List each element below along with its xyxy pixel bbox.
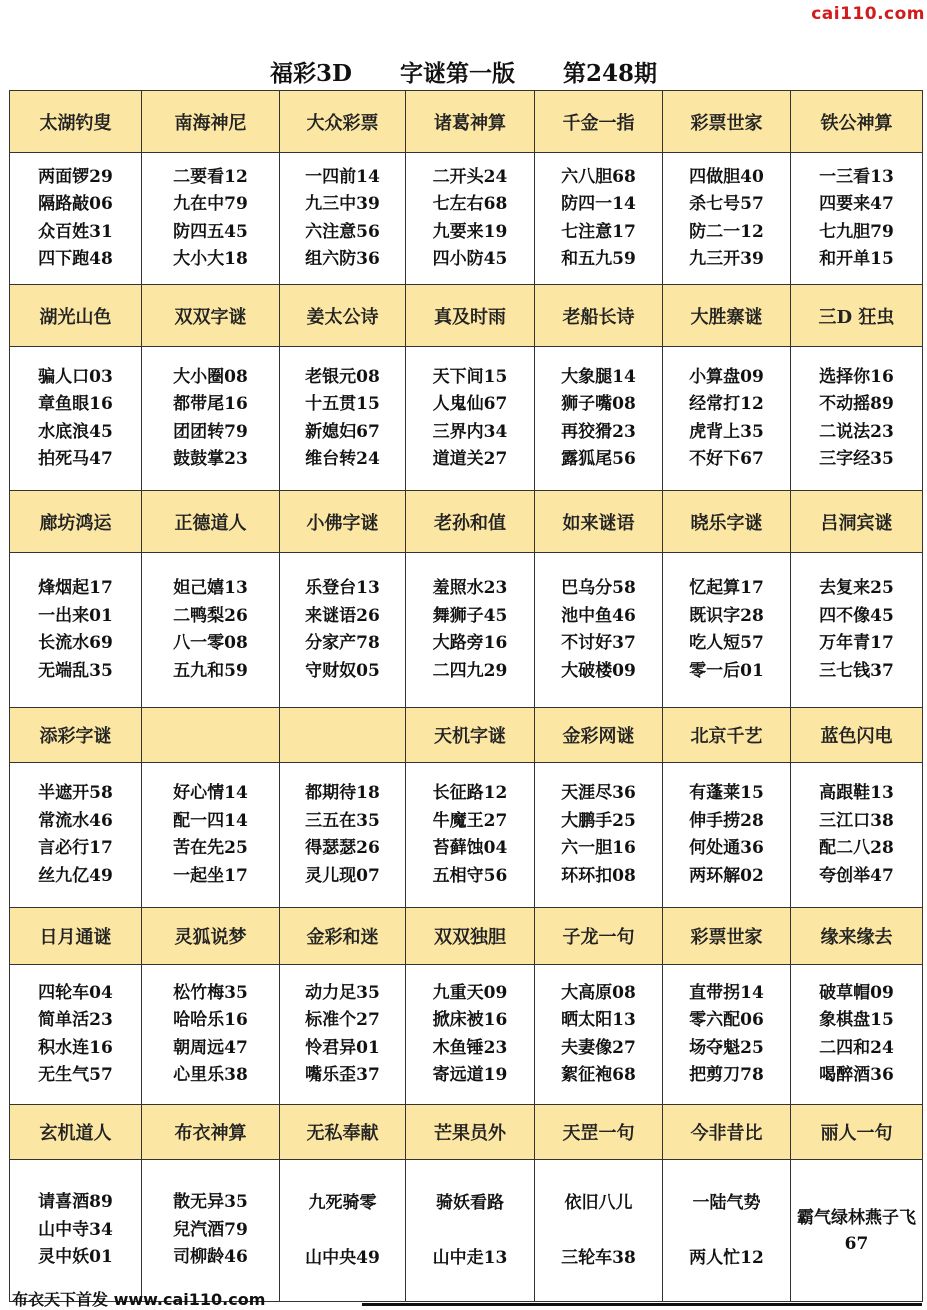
riddle-line: 九在中79 — [173, 194, 248, 214]
riddle-line: 十五贯15 — [305, 394, 380, 414]
column-title: 千金一指 — [535, 91, 663, 153]
column-title: 金彩网谜 — [535, 708, 663, 763]
column-title: 晓乐字谜 — [663, 491, 791, 553]
riddle-cell — [10, 153, 142, 285]
riddle-line: 二说法23 — [819, 421, 894, 442]
riddle-line: 山中央49 — [305, 1247, 380, 1268]
riddle-cell — [406, 153, 535, 285]
riddle-line: 九死骑零 — [308, 1192, 377, 1213]
column-title: 铁公神算 — [791, 91, 923, 153]
riddle-cell — [10, 347, 142, 491]
riddle-line: 三轮车38 — [561, 1247, 636, 1268]
riddle-line: 得瑟瑟26 — [305, 838, 380, 858]
riddle-row — [10, 347, 923, 491]
column-title: 金彩和迷 — [280, 908, 406, 965]
riddle-line — [663, 1217, 790, 1245]
riddle-line: 三字经35 — [819, 449, 894, 469]
riddle-cell — [663, 763, 791, 908]
riddle-line: 四下跑48 — [38, 249, 113, 269]
riddle-line: 三江口38 — [819, 810, 894, 831]
riddle-row — [10, 1160, 923, 1302]
riddle-line: 不讨好37 — [561, 633, 636, 653]
riddle-line — [406, 1217, 534, 1245]
riddle-cell — [791, 153, 923, 285]
riddle-line: 积水连16 — [38, 1037, 113, 1058]
riddle-line: 防四一14 — [561, 194, 636, 214]
column-title: 彩票世家 — [663, 91, 791, 153]
column-title: 大胜寨谜 — [663, 285, 791, 347]
riddle-line: 破草帽09 — [819, 982, 894, 1003]
riddle-line: 灵儿现07 — [305, 865, 380, 886]
header-row — [10, 491, 923, 553]
riddle-line: 直带拐14 — [689, 982, 764, 1003]
riddle-line: 司柳龄46 — [173, 1247, 248, 1268]
riddle-line: 再狡猾23 — [561, 421, 636, 442]
riddle-line: 何处通36 — [689, 838, 764, 858]
column-title: 大众彩票 — [280, 91, 406, 153]
riddle-line: 大象腿14 — [561, 366, 636, 387]
riddle-line: 二开头24 — [432, 166, 508, 187]
riddle-line: 防四五45 — [173, 221, 248, 242]
riddle-line: 舞狮子45 — [432, 605, 508, 626]
riddle-cell — [10, 763, 142, 908]
riddle-line: 朝周远47 — [173, 1037, 248, 1058]
riddle-line: 把剪刀78 — [689, 1065, 764, 1085]
riddle-line: 大高原08 — [561, 982, 636, 1003]
riddle-line: 七左右68 — [432, 194, 508, 214]
riddle-cell — [791, 763, 923, 908]
riddle-line: 乐登台13 — [305, 578, 380, 598]
riddle-line: 虎背上35 — [689, 421, 764, 442]
riddle-cell — [280, 965, 406, 1105]
riddle-line: 象棋盘15 — [819, 1010, 894, 1030]
riddle-line: 二四和24 — [819, 1037, 894, 1058]
riddle-cell — [535, 965, 663, 1105]
riddle-cell — [142, 1160, 280, 1302]
header-row — [10, 1105, 923, 1160]
riddle-line: 山中寺34 — [38, 1219, 113, 1240]
riddle-line: 两面锣29 — [38, 166, 113, 187]
riddle-cell — [535, 347, 663, 491]
riddle-line: 二四九29 — [432, 660, 508, 681]
riddle-line: 高跟鞋13 — [819, 783, 894, 803]
riddle-line: 请喜酒89 — [38, 1192, 113, 1213]
riddle-line: 小算盘09 — [689, 366, 764, 387]
riddle-line: 八一零08 — [173, 633, 248, 653]
riddle-cell — [406, 347, 535, 491]
column-title: 南海神尼 — [142, 91, 280, 153]
riddle-cell — [280, 553, 406, 708]
riddle-line: 五九和59 — [173, 660, 248, 681]
riddle-line: 喝醉酒36 — [819, 1065, 894, 1085]
riddle-line: 骗人口03 — [38, 366, 113, 387]
riddle-line: 四不像45 — [819, 605, 894, 626]
riddle-line: 两环解02 — [689, 865, 764, 886]
riddle-line: 五相守56 — [432, 865, 508, 886]
column-title: 布衣神算 — [142, 1105, 280, 1160]
riddle-line — [280, 1217, 405, 1245]
riddle-line: 来谜语26 — [305, 605, 380, 626]
riddle-line: 四做胆40 — [689, 166, 764, 187]
riddle-line: 人鬼仙67 — [432, 394, 508, 414]
riddle-line: 大破楼09 — [561, 660, 636, 681]
riddle-line: 掀床被16 — [432, 1010, 508, 1030]
column-title: 老孙和值 — [406, 491, 535, 553]
riddle-line: 一起坐17 — [173, 865, 248, 886]
column-title: 玄机道人 — [10, 1105, 142, 1160]
riddle-line: 三五在35 — [305, 810, 380, 831]
riddle-line: 六一胆16 — [561, 838, 636, 858]
riddle-line: 怜君异01 — [305, 1037, 380, 1058]
column-title: 日月通谜 — [10, 908, 142, 965]
riddle-line: 狮子嘴08 — [561, 394, 636, 414]
riddle-cell — [535, 1160, 663, 1302]
riddle-line: 九重天09 — [432, 982, 508, 1003]
riddle-cell — [10, 1160, 142, 1302]
column-title: 丽人一句 — [791, 1105, 923, 1160]
riddle-line: 伸手捞28 — [689, 810, 764, 831]
column-title: 芒果员外 — [406, 1105, 535, 1160]
column-title: 天机字谜 — [406, 708, 535, 763]
column-title: 灵狐说梦 — [142, 908, 280, 965]
riddle-line: 苦在先25 — [173, 838, 248, 858]
riddle-line: 万年青17 — [819, 633, 894, 653]
riddle-line: 两人忙12 — [689, 1247, 764, 1268]
riddle-row — [10, 965, 923, 1105]
riddle-line: 不好下67 — [689, 449, 764, 469]
riddle-line: 拍死马47 — [38, 449, 113, 469]
riddle-line: 都带尾16 — [173, 394, 248, 414]
riddle-line: 大路旁16 — [432, 633, 508, 653]
column-title: 天罡一句 — [535, 1105, 663, 1160]
riddle-line: 组六防36 — [305, 249, 380, 269]
riddle-line: 嘴乐歪37 — [305, 1065, 380, 1085]
riddle-table — [9, 90, 923, 1302]
riddle-line: 一四前14 — [305, 166, 380, 187]
riddle-line: 天下间15 — [432, 366, 508, 387]
riddle-cell — [791, 347, 923, 491]
riddle-line: 四小防45 — [432, 249, 508, 269]
riddle-cell — [406, 965, 535, 1105]
riddle-line: 经常打12 — [689, 394, 764, 414]
riddle-line: 零六配06 — [689, 1010, 764, 1030]
riddle-row — [10, 553, 923, 708]
riddle-cell — [142, 763, 280, 908]
riddle-line: 苔藓蚀04 — [432, 838, 508, 858]
riddle-line: 哈哈乐16 — [173, 1010, 248, 1030]
column-title: 小佛字谜 — [280, 491, 406, 553]
riddle-cell — [663, 965, 791, 1105]
riddle-line: 池中鱼46 — [561, 605, 636, 626]
column-title: 双双独胆 — [406, 908, 535, 965]
column-title: 诸葛神算 — [406, 91, 535, 153]
riddle-line: 配二八28 — [819, 838, 894, 858]
column-title: 双双字谜 — [142, 285, 280, 347]
riddle-line: 常流水46 — [38, 810, 113, 831]
riddle-line: 四轮车04 — [38, 982, 113, 1003]
column-title: 三D 狂虫 — [791, 285, 923, 347]
riddle-line: 大小圈08 — [173, 366, 248, 387]
riddle-line: 新媳妇67 — [305, 421, 380, 442]
riddle-cell — [280, 1160, 406, 1302]
riddle-cell — [280, 763, 406, 908]
column-title: 太湖钓叟 — [10, 91, 142, 153]
riddle-cell — [791, 1160, 923, 1302]
riddle-line: 忆起算17 — [689, 578, 764, 598]
riddle-line: 守财奴05 — [305, 660, 380, 681]
riddle-cell — [280, 153, 406, 285]
riddle-line: 灵中妖01 — [38, 1247, 113, 1268]
riddle-line: 九三中39 — [305, 194, 380, 214]
riddle-line: 烽烟起17 — [38, 578, 113, 598]
riddle-cell — [535, 553, 663, 708]
riddle-line: 松竹梅35 — [173, 982, 248, 1003]
riddle-line: 吃人短57 — [689, 633, 764, 653]
riddle-line: 七九胆79 — [819, 221, 894, 242]
riddle-cell — [791, 553, 923, 708]
column-title — [280, 708, 406, 763]
header-row — [10, 908, 923, 965]
riddle-line: 妲己嬉13 — [173, 578, 248, 598]
riddle-line: 动力足35 — [305, 982, 380, 1003]
riddle-line: 山中走13 — [432, 1247, 508, 1268]
column-title: 北京千艺 — [663, 708, 791, 763]
riddle-line: 夸创举47 — [819, 865, 894, 886]
riddle-line: 木鱼锤23 — [432, 1037, 508, 1058]
riddle-row — [10, 153, 923, 285]
riddle-line: 鼓鼓掌23 — [173, 449, 248, 469]
riddle-line: 分家产78 — [305, 633, 380, 653]
riddle-line: 散无异35 — [173, 1192, 248, 1213]
header-row — [10, 91, 923, 153]
riddle-line: 众百姓31 — [38, 221, 113, 242]
riddle-line: 章鱼眼16 — [38, 394, 113, 414]
riddle-line: 配一四14 — [173, 810, 248, 831]
column-title: 如来谜语 — [535, 491, 663, 553]
riddle-cell — [142, 553, 280, 708]
column-title: 无私奉献 — [280, 1105, 406, 1160]
riddle-line: 杀七号57 — [689, 194, 764, 214]
riddle-cell — [663, 1160, 791, 1302]
column-title: 廊坊鸿运 — [10, 491, 142, 553]
riddle-line: 依旧八儿 — [564, 1192, 633, 1213]
riddle-line: 维台转24 — [305, 449, 380, 469]
riddle-line: 絮征袍68 — [561, 1065, 636, 1085]
riddle-line: 露狐尾56 — [561, 449, 636, 469]
riddle-line: 半遮开58 — [38, 783, 113, 803]
riddle-line: 心里乐38 — [173, 1065, 248, 1085]
riddle-line: 选择你16 — [819, 366, 894, 387]
column-title: 彩票世家 — [663, 908, 791, 965]
header-row — [10, 285, 923, 347]
riddle-line: 大小大18 — [173, 249, 248, 269]
riddle-line: 羞照水23 — [432, 578, 508, 598]
column-title: 姜太公诗 — [280, 285, 406, 347]
riddle-line: 去复来25 — [819, 578, 894, 598]
riddle-line: 晒太阳13 — [561, 1010, 636, 1030]
riddle-line: 水底浪45 — [38, 421, 113, 442]
riddle-cell — [791, 965, 923, 1105]
riddle-line: 二要看12 — [173, 166, 248, 187]
column-title: 正德道人 — [142, 491, 280, 553]
riddle-line: 零一后01 — [689, 660, 764, 681]
riddle-cell — [142, 153, 280, 285]
riddle-line: 六八胆68 — [561, 166, 636, 187]
riddle-line: 长流水69 — [38, 633, 113, 653]
riddle-cell — [406, 1160, 535, 1302]
column-title: 吕洞宾谜 — [791, 491, 923, 553]
riddle-line: 都期待18 — [305, 783, 380, 803]
riddle-line: 言必行17 — [38, 838, 113, 858]
riddle-line — [535, 1217, 662, 1245]
riddle-line: 既识字28 — [689, 605, 764, 626]
riddle-line: 隔路敲06 — [38, 194, 113, 214]
column-title: 子龙一句 — [535, 908, 663, 965]
riddle-line: 不动摇89 — [819, 394, 894, 414]
column-title: 缘来缘去 — [791, 908, 923, 965]
riddle-cell — [10, 553, 142, 708]
riddle-line: 老银元08 — [305, 366, 380, 387]
riddle-line: 团团转79 — [173, 421, 248, 442]
riddle-line: 无端乱35 — [38, 660, 113, 681]
riddle-line: 三七钱37 — [819, 660, 894, 681]
footer-credit: 布衣天下首发 www.cai110.com — [12, 1290, 266, 1309]
column-title: 蓝色闪电 — [791, 708, 923, 763]
riddle-line: 道道关27 — [432, 449, 508, 469]
riddle-line: 无生气57 — [38, 1065, 113, 1085]
riddle-line: 巴乌分58 — [561, 578, 636, 598]
riddle-line: 二鸭梨26 — [173, 605, 248, 626]
riddle-line: 霸气绿林燕子飞67 — [797, 1207, 916, 1254]
column-title: 真及时雨 — [406, 285, 535, 347]
riddle-line: 大鹏手25 — [561, 810, 636, 831]
riddle-line: 一出来01 — [38, 605, 113, 626]
riddle-line: 一陆气势 — [692, 1192, 761, 1213]
riddle-line: 长征路12 — [432, 783, 508, 803]
riddle-line: 兒汽酒79 — [173, 1219, 248, 1240]
riddle-line: 九三开39 — [689, 249, 764, 269]
riddle-cell — [406, 763, 535, 908]
riddle-line: 和开单15 — [819, 249, 894, 269]
riddle-line: 标准个27 — [305, 1010, 380, 1030]
riddle-line: 寄远道19 — [432, 1065, 508, 1085]
riddle-cell — [280, 347, 406, 491]
page-title: 福彩3D 字谜第一版 第248期 — [269, 60, 658, 87]
riddle-line: 夫妻像27 — [561, 1037, 636, 1058]
footer-rule — [362, 1303, 922, 1306]
riddle-line: 有蓬莱15 — [689, 783, 764, 803]
column-title: 添彩字谜 — [10, 708, 142, 763]
column-title — [142, 708, 280, 763]
riddle-line: 三界内34 — [432, 421, 508, 442]
riddle-line: 丝九亿49 — [38, 865, 113, 886]
riddle-line: 天涯尽36 — [561, 783, 636, 803]
riddle-line: 和五九59 — [561, 249, 636, 269]
header-row — [10, 708, 923, 763]
riddle-cell — [663, 553, 791, 708]
riddle-line: 骑妖看路 — [436, 1192, 504, 1213]
riddle-line: 九要来19 — [432, 221, 508, 242]
riddle-line: 四要来47 — [819, 194, 894, 214]
riddle-cell — [535, 763, 663, 908]
riddle-cell — [10, 965, 142, 1105]
riddle-line: 简单活23 — [38, 1010, 113, 1030]
column-title: 湖光山色 — [10, 285, 142, 347]
riddle-line: 好心情14 — [173, 783, 248, 803]
riddle-cell — [142, 347, 280, 491]
riddle-line: 场夺魁25 — [689, 1037, 764, 1058]
riddle-line: 七注意17 — [561, 221, 636, 242]
site-watermark: cai110.com — [811, 4, 925, 24]
riddle-line: 牛魔王27 — [432, 810, 508, 831]
riddle-cell — [142, 965, 280, 1105]
riddle-line: 一三看13 — [819, 166, 894, 187]
riddle-cell — [663, 347, 791, 491]
column-title: 今非昔比 — [663, 1105, 791, 1160]
riddle-row — [10, 763, 923, 908]
riddle-line: 环环扣08 — [561, 865, 636, 886]
column-title: 老船长诗 — [535, 285, 663, 347]
riddle-cell — [663, 153, 791, 285]
riddle-line: 防二一12 — [689, 221, 764, 242]
riddle-cell — [535, 153, 663, 285]
riddle-cell — [406, 553, 535, 708]
riddle-line: 六注意56 — [305, 221, 380, 242]
